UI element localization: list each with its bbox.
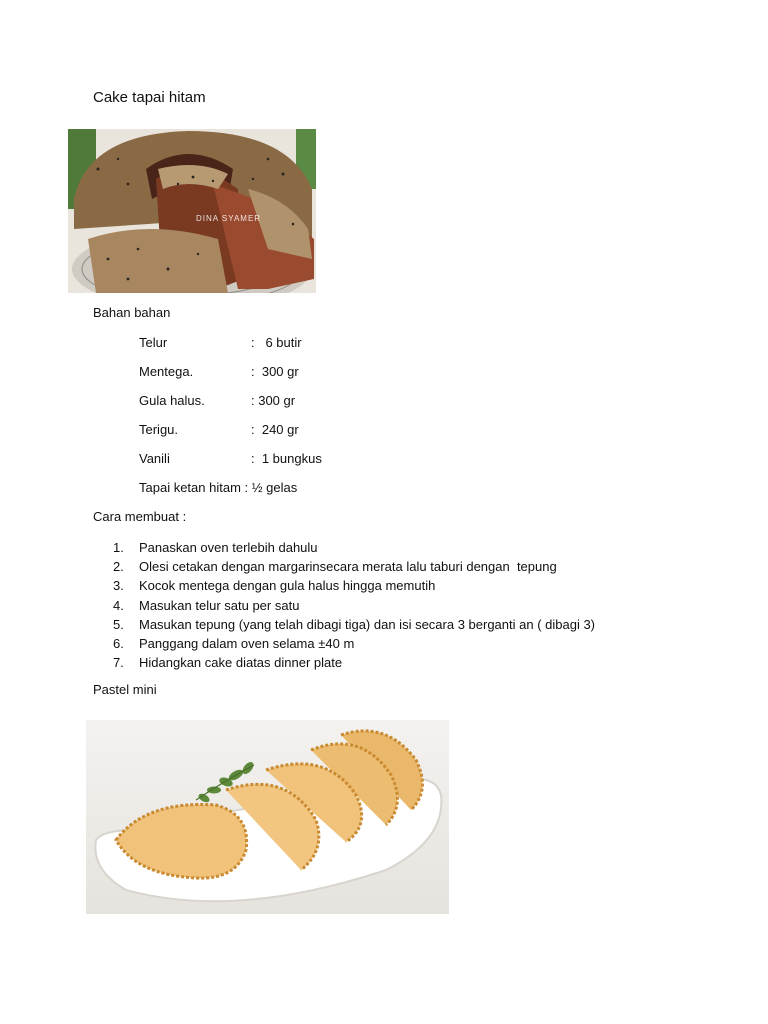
list-item xyxy=(113,653,595,672)
ingredient-qty: : 300 gr xyxy=(251,393,296,408)
step-text: Kocok mentega dengan gula halus hingga memutih xyxy=(139,578,436,594)
ingredient-row xyxy=(139,480,297,498)
step-number: 4. xyxy=(113,597,124,613)
pastel-photo xyxy=(86,720,449,914)
step-number: 2. xyxy=(113,559,124,575)
cake-photo-watermark: DINA SYAMER xyxy=(196,214,262,223)
step-number: 6. xyxy=(113,635,124,651)
ingredient-qty: : 240 gr xyxy=(251,422,299,437)
list-item xyxy=(113,596,595,615)
ingredient-name: Gula halus. xyxy=(139,393,205,408)
step-number: 3. xyxy=(113,578,124,594)
step-text: Masukan telur satu per satu xyxy=(139,597,300,613)
method-heading: Cara membuat : xyxy=(93,509,187,524)
ingredient-qty: : 300 gr xyxy=(251,364,299,379)
ingredient-name: Mentega. xyxy=(139,364,194,379)
recipe-title: Cake tapai hitam xyxy=(93,89,206,106)
step-text: Panaskan oven terlebih dahulu xyxy=(139,540,318,555)
step-number: 7. xyxy=(113,655,124,671)
list-item xyxy=(113,576,595,595)
step-number: 1. xyxy=(113,540,124,555)
ingredient-qty: : 1 bungkus xyxy=(251,451,322,466)
list-item xyxy=(113,634,595,653)
second-recipe-title: Pastel mini xyxy=(93,682,157,697)
step-text: Hidangkan cake diatas dinner plate xyxy=(139,655,343,671)
ingredient-name: Telur xyxy=(139,335,168,350)
ingredient-qty: : 6 butir xyxy=(251,335,302,350)
list-item xyxy=(113,557,595,576)
step-text: Panggang dalam oven selama ±40 m xyxy=(139,635,355,651)
ingredient-name: Terigu. xyxy=(139,422,179,437)
step-number: 5. xyxy=(113,616,124,632)
step-text: Masukan tepung (yang telah dibagi tiga) dan isi secara 3 berganti an ( dibagi 3) xyxy=(139,616,596,632)
step-text: Olesi cetakan dengan margarinsecara merata lalu taburi dengan tepung xyxy=(139,559,557,575)
list-item xyxy=(113,615,595,634)
cake-photo xyxy=(68,129,316,293)
ingredient-name: Vanili xyxy=(139,451,170,466)
method-steps-list xyxy=(113,538,595,672)
list-item xyxy=(113,538,595,557)
ingredient-name: Tapai ketan hitam : ½ gelas xyxy=(139,480,298,495)
ingredients-heading: Bahan bahan xyxy=(93,305,171,320)
